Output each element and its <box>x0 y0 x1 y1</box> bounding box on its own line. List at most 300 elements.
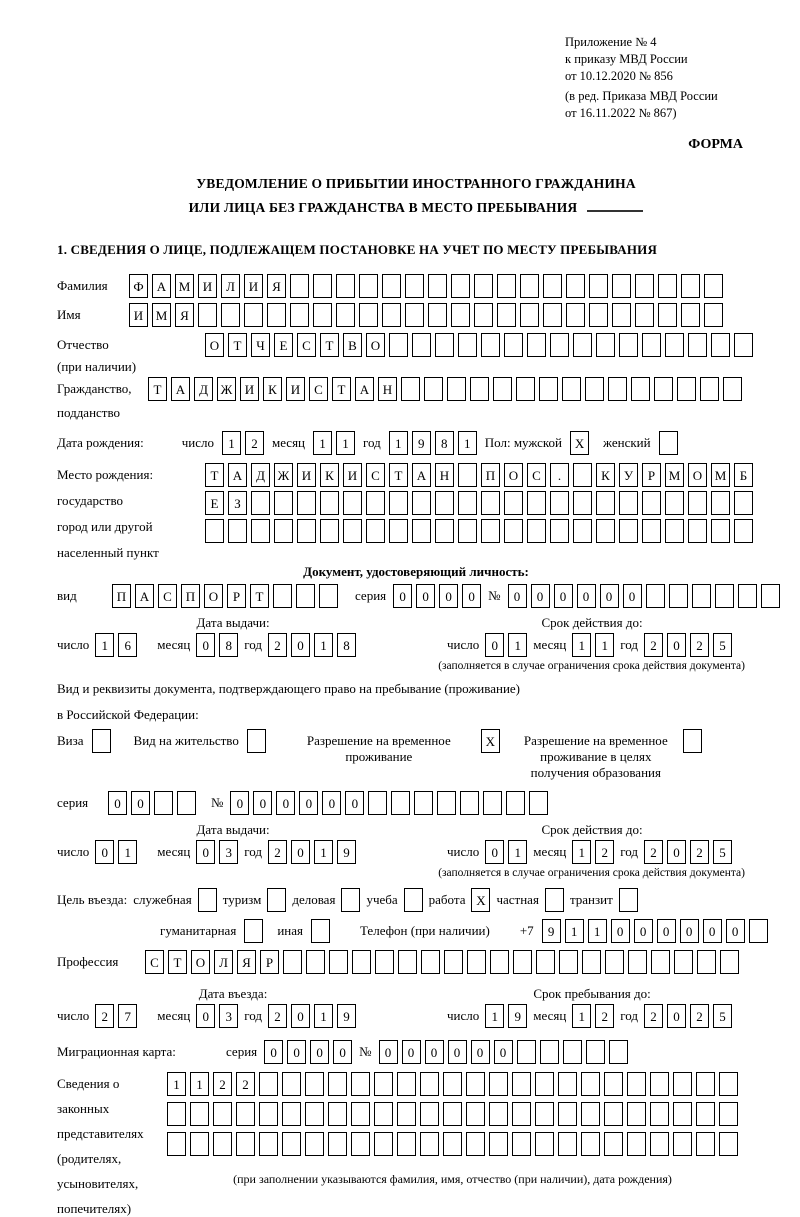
char-box[interactable]: 1 <box>458 431 477 455</box>
char-box[interactable] <box>550 333 569 357</box>
char-box[interactable] <box>424 377 443 401</box>
char-box[interactable]: Н <box>378 377 397 401</box>
char-box[interactable] <box>596 519 615 543</box>
char-box[interactable] <box>688 333 707 357</box>
char-box[interactable]: Н <box>435 463 454 487</box>
char-box[interactable] <box>458 491 477 515</box>
char-box[interactable]: . <box>550 463 569 487</box>
char-box[interactable]: М <box>711 463 730 487</box>
char-box[interactable] <box>536 950 555 974</box>
stay-expiry-month-field[interactable] <box>572 840 614 864</box>
char-box[interactable]: 0 <box>299 791 318 815</box>
char-box[interactable] <box>677 377 696 401</box>
char-box[interactable]: О <box>504 463 523 487</box>
char-box[interactable] <box>715 584 734 608</box>
char-box[interactable] <box>619 333 638 357</box>
char-box[interactable] <box>374 1132 393 1156</box>
doc-expiry-day-field[interactable] <box>485 633 527 657</box>
char-box[interactable] <box>681 274 700 298</box>
char-box[interactable]: 5 <box>713 1004 732 1028</box>
char-box[interactable] <box>190 1102 209 1126</box>
char-box[interactable] <box>470 377 489 401</box>
char-box[interactable]: X <box>481 729 500 753</box>
char-box[interactable] <box>213 1102 232 1126</box>
char-box[interactable] <box>154 791 173 815</box>
migration-series-field[interactable] <box>264 1040 352 1064</box>
char-box[interactable] <box>282 1102 301 1126</box>
char-box[interactable] <box>719 1132 738 1156</box>
char-box[interactable] <box>723 377 742 401</box>
char-box[interactable] <box>520 274 539 298</box>
char-box[interactable] <box>451 303 470 327</box>
char-box[interactable] <box>375 950 394 974</box>
char-box[interactable] <box>513 950 532 974</box>
char-box[interactable]: А <box>228 463 247 487</box>
char-box[interactable] <box>696 1102 715 1126</box>
char-box[interactable] <box>512 1132 531 1156</box>
char-box[interactable]: З <box>228 491 247 515</box>
char-box[interactable] <box>497 274 516 298</box>
char-box[interactable]: И <box>343 463 362 487</box>
char-box[interactable] <box>697 950 716 974</box>
char-box[interactable] <box>283 950 302 974</box>
char-box[interactable] <box>696 1132 715 1156</box>
char-box[interactable] <box>527 333 546 357</box>
char-box[interactable] <box>328 1132 347 1156</box>
char-box[interactable]: 1 <box>190 1072 209 1096</box>
char-box[interactable] <box>527 519 546 543</box>
char-box[interactable]: 1 <box>508 633 527 657</box>
char-box[interactable]: Р <box>642 463 661 487</box>
char-box[interactable] <box>247 729 266 753</box>
surname-field[interactable] <box>129 274 723 298</box>
char-box[interactable]: 2 <box>236 1072 255 1096</box>
char-box[interactable] <box>336 303 355 327</box>
doc-issue-year-field[interactable] <box>268 633 356 657</box>
char-box[interactable]: 8 <box>337 633 356 657</box>
doc-expiry-month-field[interactable] <box>572 633 614 657</box>
char-box[interactable] <box>619 519 638 543</box>
char-box[interactable] <box>311 919 330 943</box>
char-box[interactable]: М <box>152 303 171 327</box>
char-box[interactable]: 0 <box>667 1004 686 1028</box>
char-box[interactable] <box>428 274 447 298</box>
char-box[interactable]: 2 <box>95 1004 114 1028</box>
char-box[interactable]: Р <box>260 950 279 974</box>
char-box[interactable]: М <box>175 274 194 298</box>
char-box[interactable]: X <box>471 888 490 912</box>
char-box[interactable]: 0 <box>611 919 630 943</box>
char-box[interactable]: 0 <box>95 840 114 864</box>
purpose-commercial-checkbox[interactable] <box>341 888 360 912</box>
char-box[interactable] <box>642 519 661 543</box>
char-box[interactable]: И <box>286 377 305 401</box>
sex-male-checkbox[interactable] <box>570 431 589 455</box>
char-box[interactable]: 0 <box>322 791 341 815</box>
char-box[interactable]: 1 <box>314 840 333 864</box>
char-box[interactable]: 0 <box>439 584 458 608</box>
char-box[interactable] <box>527 491 546 515</box>
doc-series-field[interactable] <box>393 584 481 608</box>
sex-female-checkbox[interactable] <box>659 431 678 455</box>
char-box[interactable] <box>391 791 410 815</box>
char-box[interactable] <box>437 791 456 815</box>
char-box[interactable] <box>198 303 217 327</box>
char-box[interactable]: И <box>244 274 263 298</box>
char-box[interactable] <box>412 333 431 357</box>
char-box[interactable] <box>167 1132 186 1156</box>
char-box[interactable] <box>581 1102 600 1126</box>
char-box[interactable] <box>236 1102 255 1126</box>
char-box[interactable] <box>683 729 702 753</box>
char-box[interactable] <box>244 919 263 943</box>
phone-field[interactable] <box>542 919 768 943</box>
char-box[interactable] <box>359 303 378 327</box>
char-box[interactable] <box>397 1132 416 1156</box>
char-box[interactable] <box>596 333 615 357</box>
char-box[interactable]: 1 <box>572 633 591 657</box>
char-box[interactable]: X <box>570 431 589 455</box>
char-box[interactable]: 1 <box>118 840 137 864</box>
char-box[interactable] <box>443 1072 462 1096</box>
char-box[interactable]: 0 <box>471 1040 490 1064</box>
until-month-field[interactable] <box>572 1004 614 1028</box>
purpose-business-checkbox[interactable] <box>198 888 217 912</box>
char-box[interactable] <box>566 274 585 298</box>
char-box[interactable]: 0 <box>416 584 435 608</box>
stay-issue-month-field[interactable] <box>196 840 238 864</box>
representatives-row2-field[interactable] <box>167 1102 738 1126</box>
char-box[interactable] <box>405 303 424 327</box>
char-box[interactable]: 5 <box>713 633 732 657</box>
profession-field[interactable] <box>145 950 739 974</box>
char-box[interactable] <box>474 303 493 327</box>
migration-number-field[interactable] <box>379 1040 628 1064</box>
char-box[interactable]: 8 <box>219 633 238 657</box>
char-box[interactable]: 0 <box>131 791 150 815</box>
char-box[interactable] <box>466 1132 485 1156</box>
char-box[interactable]: 3 <box>219 1004 238 1028</box>
char-box[interactable]: Т <box>205 463 224 487</box>
char-box[interactable] <box>504 491 523 515</box>
char-box[interactable] <box>586 1040 605 1064</box>
char-box[interactable] <box>738 584 757 608</box>
birth-place-row2-field[interactable] <box>205 491 753 515</box>
char-box[interactable]: 1 <box>95 633 114 657</box>
char-box[interactable]: С <box>145 950 164 974</box>
char-box[interactable] <box>428 303 447 327</box>
char-box[interactable] <box>343 519 362 543</box>
char-box[interactable] <box>359 274 378 298</box>
char-box[interactable] <box>435 491 454 515</box>
char-box[interactable] <box>236 1132 255 1156</box>
char-box[interactable] <box>92 729 111 753</box>
purpose-tourism-checkbox[interactable] <box>267 888 286 912</box>
char-box[interactable] <box>444 950 463 974</box>
char-box[interactable] <box>412 519 431 543</box>
char-box[interactable]: Т <box>168 950 187 974</box>
char-box[interactable] <box>404 888 423 912</box>
char-box[interactable]: 0 <box>462 584 481 608</box>
char-box[interactable] <box>665 491 684 515</box>
char-box[interactable]: Т <box>332 377 351 401</box>
char-box[interactable]: П <box>112 584 131 608</box>
char-box[interactable] <box>550 519 569 543</box>
char-box[interactable] <box>573 491 592 515</box>
char-box[interactable] <box>539 377 558 401</box>
doc-number-field[interactable] <box>508 584 780 608</box>
char-box[interactable] <box>545 888 564 912</box>
edu-permit-checkbox[interactable] <box>683 729 702 753</box>
char-box[interactable]: 0 <box>680 919 699 943</box>
char-box[interactable]: 0 <box>264 1040 283 1064</box>
char-box[interactable] <box>481 491 500 515</box>
char-box[interactable]: С <box>309 377 328 401</box>
char-box[interactable]: С <box>527 463 546 487</box>
char-box[interactable] <box>504 519 523 543</box>
char-box[interactable] <box>605 950 624 974</box>
char-box[interactable] <box>585 377 604 401</box>
char-box[interactable]: М <box>665 463 684 487</box>
char-box[interactable] <box>351 1072 370 1096</box>
char-box[interactable] <box>749 919 768 943</box>
char-box[interactable]: 2 <box>268 1004 287 1028</box>
char-box[interactable] <box>612 303 631 327</box>
char-box[interactable]: А <box>412 463 431 487</box>
char-box[interactable] <box>221 303 240 327</box>
until-year-field[interactable] <box>644 1004 732 1028</box>
char-box[interactable]: 2 <box>690 633 709 657</box>
char-box[interactable]: 0 <box>287 1040 306 1064</box>
char-box[interactable] <box>700 377 719 401</box>
char-box[interactable] <box>543 274 562 298</box>
char-box[interactable] <box>688 519 707 543</box>
char-box[interactable]: 2 <box>595 1004 614 1028</box>
char-box[interactable] <box>650 1132 669 1156</box>
char-box[interactable] <box>382 274 401 298</box>
purpose-other-checkbox[interactable] <box>311 919 330 943</box>
char-box[interactable] <box>244 303 263 327</box>
char-box[interactable] <box>692 584 711 608</box>
char-box[interactable]: 0 <box>657 919 676 943</box>
char-box[interactable] <box>483 791 502 815</box>
char-box[interactable]: А <box>135 584 154 608</box>
char-box[interactable]: 1 <box>572 1004 591 1028</box>
char-box[interactable] <box>535 1072 554 1096</box>
char-box[interactable] <box>401 377 420 401</box>
char-box[interactable] <box>420 1132 439 1156</box>
char-box[interactable]: 5 <box>713 840 732 864</box>
char-box[interactable] <box>650 1102 669 1126</box>
char-box[interactable] <box>581 1132 600 1156</box>
char-box[interactable]: 0 <box>379 1040 398 1064</box>
char-box[interactable] <box>573 519 592 543</box>
char-box[interactable]: Л <box>214 950 233 974</box>
char-box[interactable] <box>489 1102 508 1126</box>
char-box[interactable] <box>274 491 293 515</box>
char-box[interactable] <box>604 1132 623 1156</box>
char-box[interactable] <box>659 431 678 455</box>
char-box[interactable] <box>443 1102 462 1126</box>
char-box[interactable] <box>228 519 247 543</box>
char-box[interactable] <box>167 1102 186 1126</box>
char-box[interactable] <box>290 303 309 327</box>
until-day-field[interactable] <box>485 1004 527 1028</box>
char-box[interactable] <box>328 1102 347 1126</box>
char-box[interactable]: 0 <box>634 919 653 943</box>
char-box[interactable] <box>305 1132 324 1156</box>
char-box[interactable] <box>604 1102 623 1126</box>
char-box[interactable] <box>658 303 677 327</box>
char-box[interactable] <box>490 950 509 974</box>
char-box[interactable] <box>619 888 638 912</box>
char-box[interactable] <box>506 791 525 815</box>
representatives-row1-field[interactable] <box>167 1072 738 1096</box>
char-box[interactable] <box>619 491 638 515</box>
char-box[interactable]: Е <box>274 333 293 357</box>
char-box[interactable] <box>481 333 500 357</box>
char-box[interactable]: 0 <box>726 919 745 943</box>
char-box[interactable]: Р <box>227 584 246 608</box>
char-box[interactable] <box>458 463 477 487</box>
char-box[interactable]: 9 <box>337 1004 356 1028</box>
char-box[interactable] <box>397 1072 416 1096</box>
char-box[interactable] <box>642 333 661 357</box>
char-box[interactable] <box>734 333 753 357</box>
char-box[interactable] <box>305 1072 324 1096</box>
char-box[interactable]: Т <box>148 377 167 401</box>
char-box[interactable] <box>540 1040 559 1064</box>
char-box[interactable] <box>559 950 578 974</box>
char-box[interactable]: 1 <box>485 1004 504 1028</box>
birth-year-field[interactable] <box>389 431 477 455</box>
stay-issue-year-field[interactable] <box>268 840 356 864</box>
char-box[interactable]: А <box>355 377 374 401</box>
char-box[interactable] <box>688 491 707 515</box>
char-box[interactable] <box>351 1132 370 1156</box>
char-box[interactable] <box>665 519 684 543</box>
char-box[interactable]: 0 <box>230 791 249 815</box>
char-box[interactable] <box>719 1102 738 1126</box>
char-box[interactable]: 2 <box>213 1072 232 1096</box>
char-box[interactable] <box>562 377 581 401</box>
char-box[interactable] <box>397 1102 416 1126</box>
char-box[interactable] <box>282 1132 301 1156</box>
char-box[interactable]: 0 <box>485 840 504 864</box>
char-box[interactable] <box>704 303 723 327</box>
char-box[interactable]: 1 <box>588 919 607 943</box>
char-box[interactable] <box>352 950 371 974</box>
char-box[interactable] <box>573 463 592 487</box>
char-box[interactable] <box>497 303 516 327</box>
char-box[interactable] <box>177 791 196 815</box>
char-box[interactable] <box>558 1132 577 1156</box>
char-box[interactable] <box>389 519 408 543</box>
char-box[interactable] <box>274 519 293 543</box>
char-box[interactable]: 9 <box>337 840 356 864</box>
char-box[interactable] <box>563 1040 582 1064</box>
char-box[interactable] <box>458 333 477 357</box>
char-box[interactable]: Д <box>194 377 213 401</box>
char-box[interactable]: Т <box>389 463 408 487</box>
char-box[interactable]: И <box>297 463 316 487</box>
birth-place-row1-field[interactable] <box>205 463 753 487</box>
char-box[interactable] <box>336 274 355 298</box>
char-box[interactable]: 0 <box>485 633 504 657</box>
char-box[interactable] <box>628 950 647 974</box>
char-box[interactable]: О <box>205 333 224 357</box>
char-box[interactable]: 1 <box>508 840 527 864</box>
char-box[interactable] <box>259 1072 278 1096</box>
char-box[interactable] <box>489 1072 508 1096</box>
char-box[interactable]: 2 <box>268 633 287 657</box>
char-box[interactable] <box>665 333 684 357</box>
char-box[interactable] <box>320 491 339 515</box>
char-box[interactable]: 0 <box>508 584 527 608</box>
char-box[interactable] <box>435 333 454 357</box>
char-box[interactable] <box>467 950 486 974</box>
char-box[interactable] <box>642 491 661 515</box>
purpose-private-checkbox[interactable] <box>545 888 564 912</box>
char-box[interactable] <box>405 274 424 298</box>
char-box[interactable]: 0 <box>291 840 310 864</box>
char-box[interactable] <box>458 519 477 543</box>
char-box[interactable] <box>313 274 332 298</box>
doc-expiry-year-field[interactable] <box>644 633 732 657</box>
entry-day-field[interactable] <box>95 1004 137 1028</box>
char-box[interactable]: 9 <box>508 1004 527 1028</box>
char-box[interactable]: 0 <box>494 1040 513 1064</box>
char-box[interactable] <box>558 1072 577 1096</box>
char-box[interactable] <box>190 1132 209 1156</box>
char-box[interactable]: О <box>191 950 210 974</box>
char-box[interactable]: 6 <box>118 633 137 657</box>
char-box[interactable]: О <box>688 463 707 487</box>
char-box[interactable] <box>582 950 601 974</box>
char-box[interactable] <box>447 377 466 401</box>
char-box[interactable] <box>481 519 500 543</box>
birth-place-row3-field[interactable] <box>205 519 753 543</box>
char-box[interactable] <box>341 888 360 912</box>
doc-kind-field[interactable] <box>112 584 338 608</box>
char-box[interactable] <box>382 303 401 327</box>
char-box[interactable] <box>489 1132 508 1156</box>
char-box[interactable] <box>306 950 325 974</box>
doc-issue-month-field[interactable] <box>196 633 238 657</box>
char-box[interactable] <box>674 950 693 974</box>
char-box[interactable] <box>573 333 592 357</box>
char-box[interactable] <box>566 303 585 327</box>
char-box[interactable]: 0 <box>425 1040 444 1064</box>
char-box[interactable]: П <box>481 463 500 487</box>
char-box[interactable]: А <box>152 274 171 298</box>
char-box[interactable]: Я <box>237 950 256 974</box>
char-box[interactable] <box>581 1072 600 1096</box>
char-box[interactable]: 2 <box>268 840 287 864</box>
char-box[interactable]: К <box>263 377 282 401</box>
char-box[interactable]: 9 <box>412 431 431 455</box>
char-box[interactable] <box>351 1102 370 1126</box>
char-box[interactable]: 1 <box>222 431 241 455</box>
char-box[interactable] <box>297 491 316 515</box>
char-box[interactable] <box>296 584 315 608</box>
char-box[interactable]: 0 <box>253 791 272 815</box>
char-box[interactable]: 0 <box>276 791 295 815</box>
char-box[interactable] <box>198 888 217 912</box>
purpose-humanitarian-checkbox[interactable] <box>244 919 263 943</box>
char-box[interactable] <box>650 1072 669 1096</box>
char-box[interactable] <box>558 1102 577 1126</box>
